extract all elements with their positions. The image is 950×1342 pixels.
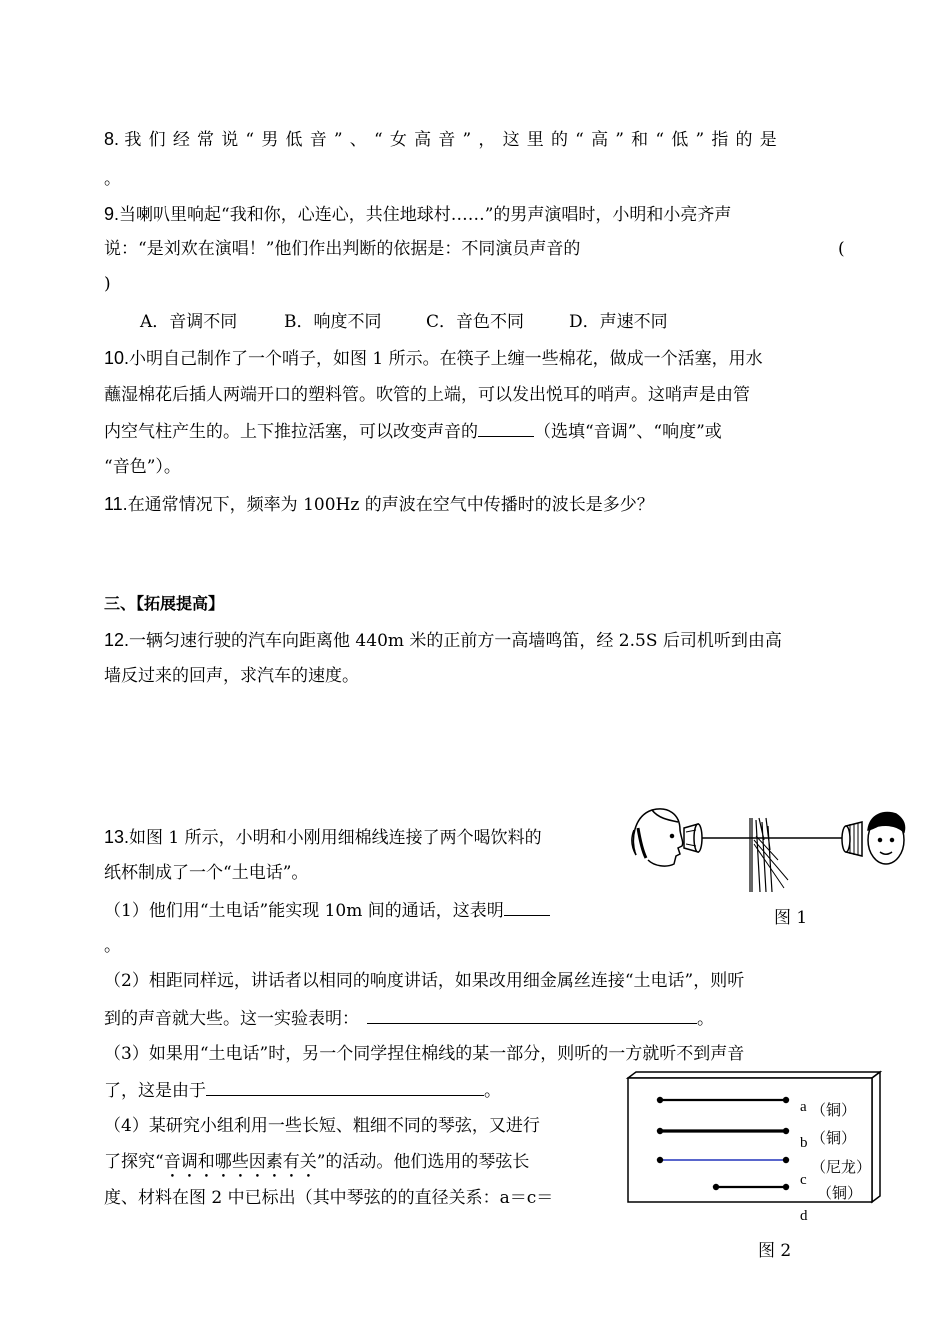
- q13-p3-text: 了，这是由于: [104, 1081, 206, 1101]
- string-d-left-peg: [713, 1184, 719, 1190]
- string-b-left-peg: [657, 1128, 663, 1134]
- left-cup: [684, 824, 702, 852]
- q11-line1: [104, 493, 654, 516]
- q8-end: 。: [104, 169, 121, 189]
- q9-option-c: C．音色不同: [426, 312, 525, 332]
- q8-text: 我们经常说“男低音”、“女高音”，这里的“高”和“低”指的是: [124, 130, 784, 150]
- q9-number: 9.: [104, 204, 120, 224]
- q12-line2: 墙反过来的回声，求汽车的速度。: [104, 666, 359, 686]
- figure1-image: [628, 800, 908, 895]
- q13-p2-blank[interactable]: [367, 1007, 697, 1024]
- string-d-right-peg: [783, 1184, 789, 1190]
- figure2-caption: 图 2: [758, 1241, 792, 1261]
- string-a-material: （铜）: [811, 1103, 857, 1119]
- figure1-caption: 图 1: [774, 908, 808, 928]
- q10-line2: 蘸湿棉花后插人两端开口的塑料管。吹管的上端，可以发出悦耳的哨声。这哨声是由管: [104, 385, 750, 405]
- q13-p3-blank[interactable]: [206, 1079, 484, 1096]
- q13-line2: 纸杯制成了一个“土电话”。: [104, 863, 309, 883]
- string-b-material: （铜）: [811, 1131, 857, 1147]
- q10-line1: [104, 347, 763, 370]
- q11-number: 11.: [104, 494, 128, 514]
- string-c-left-peg: [657, 1157, 663, 1163]
- string-d-label: d: [800, 1208, 808, 1224]
- q12-text-line1: 一辆匀速行驶的汽车向距离他 440m 米的正前方一高墙鸣笛，经 2.5S 后司机听到由高: [129, 631, 782, 651]
- q13-p1-end: 。: [104, 936, 121, 956]
- q13-p3-line1: （3）如果用“土电话”时，另一个同学捏住棉线的某一部分，则听的一方就听不到声音: [104, 1044, 745, 1064]
- q8-number: 8.: [104, 129, 120, 149]
- post-figure: [750, 818, 788, 892]
- q13-p4-line1: （4）某研究小组利用一些长短、粗细不同的琴弦，又进行: [104, 1116, 540, 1136]
- q10-number: 10.: [104, 348, 130, 368]
- q8-line1: [104, 128, 784, 151]
- girl-figure: [632, 809, 683, 866]
- q13-p3-line2: [104, 1079, 501, 1102]
- string-c-right-peg: [783, 1157, 789, 1163]
- string-a-label: a: [800, 1099, 807, 1115]
- q13-p1: [104, 899, 550, 922]
- q13-p2-text: 到的声音就大些。这一实验表明：: [104, 1009, 359, 1029]
- q10-line3: [104, 420, 722, 443]
- q13-line1: [104, 826, 542, 849]
- string-a-left-peg: [657, 1097, 663, 1103]
- q10-text-line3-after: （选填“音调”、“响度”或: [534, 422, 722, 442]
- q9-line1: [104, 203, 731, 226]
- q11-text: 在通常情况下，频率为 100Hz 的声波在空气中传播时的波长是多少？: [127, 495, 654, 515]
- string-d-material: （铜）: [817, 1186, 863, 1202]
- q13-p4-line2: [104, 1151, 529, 1182]
- string-a-right-peg: [783, 1097, 789, 1103]
- q9-option-b: B．响度不同: [284, 312, 382, 332]
- right-cup: [842, 822, 862, 856]
- q9-paren-open: (: [838, 239, 845, 259]
- q10-text-line1: 小明自己制作了一个哨子，如图 1 所示。在筷子上缠一些棉花，做成一个活塞，用水: [129, 349, 763, 369]
- q12-number: 12.: [104, 630, 130, 650]
- string-c-label: c: [800, 1172, 807, 1188]
- q13-p1-blank[interactable]: [504, 899, 550, 916]
- q9-option-d: D．声速不同: [569, 312, 668, 332]
- string-b-label: b: [800, 1135, 808, 1151]
- q13-p4-emphasis: 音调和哪些因素有关: [163, 1152, 317, 1172]
- q13-p1-text: （1）他们用“土电话”能实现 10m 间的通话，这表明: [104, 901, 504, 921]
- q13-p4-line3: 度、材料在图 2 中已标出（其中琴弦的的直径关系：a＝c＝: [104, 1188, 554, 1208]
- q9-option-a: A．音调不同: [140, 312, 238, 332]
- q13-number: 13.: [104, 827, 130, 847]
- q13-p4-text-a: 了探究“: [104, 1152, 164, 1172]
- string-b-right-peg: [783, 1128, 789, 1134]
- q10-answer-blank[interactable]: [478, 420, 534, 437]
- section3-heading: 三、【拓展提高】: [104, 594, 225, 613]
- q9-text-line1: 当喇叭里响起“我和你，心连心，共住地球村……”的男声演唱时，小明和小亮齐声: [119, 205, 732, 225]
- q10-text-line3: 内空气柱产生的。上下推拉活塞，可以改变声音的: [104, 422, 478, 442]
- q13-text-line1: 如图 1 所示，小明和小刚用细棉线连接了两个喝饮料的: [129, 828, 542, 848]
- q13-p3-end: 。: [484, 1081, 501, 1101]
- q13-p2-line1: （2）相距同样远，讲话者以相同的响度讲话，如果改用细金属丝连接“土电话”，则听: [104, 971, 745, 991]
- string-c-material: （尼龙）: [811, 1160, 872, 1176]
- q12-line1: [104, 629, 782, 652]
- q13-p2-line2: [104, 1007, 714, 1030]
- q13-p4-text-b: ”的活动。他们选用的琴弦长: [316, 1152, 530, 1172]
- boy-figure: [868, 813, 905, 864]
- q10-line4: “音色”）。: [104, 457, 181, 477]
- q9-line2: 说：“是刘欢在演唱！”他们作出判断的依据是：不同演员声音的: [104, 239, 581, 259]
- q13-p2-end: 。: [697, 1009, 714, 1029]
- q9-paren-close: ): [104, 274, 111, 294]
